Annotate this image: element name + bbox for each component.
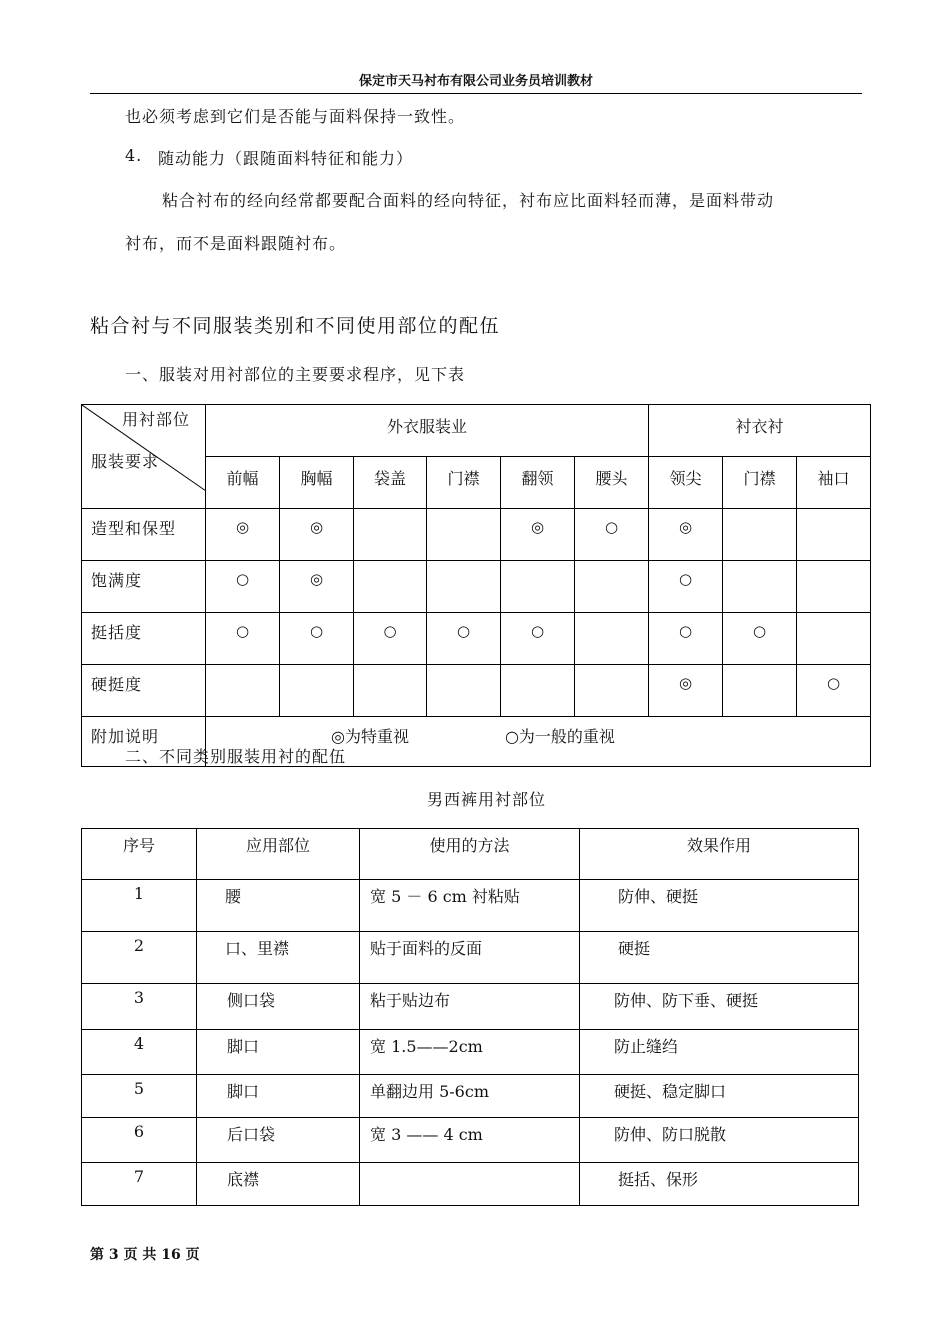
corner-top-label: 用衬部位 — [122, 410, 191, 429]
col-header: 袖口 — [797, 457, 871, 509]
table-row — [82, 984, 859, 1030]
table-row — [82, 665, 871, 717]
col-header: 腰头 — [575, 457, 649, 509]
row-label: 挺括度 — [82, 613, 206, 665]
table-row — [82, 932, 859, 984]
subsection-1-title: 一、服装对用衬部位的主要要求程序，见下表 — [125, 365, 466, 384]
rating-cell: ○ — [280, 613, 354, 665]
rating-cell — [354, 509, 427, 561]
row-method: 宽 5 － 6 cm 衬粘贴 — [360, 880, 580, 932]
row-method: 宽 1.5——2cm — [360, 1030, 580, 1075]
row-method: 宽 3 —— 4 cm — [360, 1118, 580, 1163]
col-header: 门襟 — [723, 457, 797, 509]
header-cell: 应用部位 — [197, 829, 360, 880]
row-method: 粘于贴边布 — [360, 984, 580, 1030]
item-4-text: 随动能力（跟随面料特征和能力） — [158, 149, 414, 168]
col-header: 胸幅 — [280, 457, 354, 509]
rating-cell: ○ — [575, 509, 649, 561]
rating-cell: ◎ — [649, 509, 723, 561]
paragraph-line-1: 粘合衬布的经向经常都要配合面料的经向特征，衬布应比面料轻而薄，是面料带动 — [162, 191, 775, 210]
rating-cell: ○ — [354, 613, 427, 665]
row-method: 贴于面料的反面 — [360, 932, 580, 984]
row-number: 5 — [82, 1075, 197, 1118]
row-effect: 硬挺、稳定脚口 — [580, 1075, 859, 1118]
subsection-2-title: 二、不同类别服装用衬的配伍 — [125, 747, 347, 766]
row-number: 7 — [82, 1163, 197, 1206]
table-row — [82, 1030, 859, 1075]
rating-cell: ◎ — [501, 509, 575, 561]
note-general: ○为一般的重视 — [504, 727, 615, 746]
table-row — [82, 1163, 859, 1206]
row-number: 3 — [82, 984, 197, 1030]
col-header: 翻领 — [501, 457, 575, 509]
rating-cell: ◎ — [649, 665, 723, 717]
rating-cell: ○ — [649, 613, 723, 665]
row-number: 4 — [82, 1030, 197, 1075]
section-title: 粘合衬与不同服装类别和不同使用部位的配伍 — [90, 315, 501, 337]
rating-cell: ◎ — [206, 509, 280, 561]
row-part: 脚口 — [197, 1030, 360, 1075]
rating-cell — [723, 561, 797, 613]
rating-cell — [280, 665, 354, 717]
table-row — [82, 613, 871, 665]
requirements-table — [81, 404, 871, 767]
row-number: 6 — [82, 1118, 197, 1163]
row-effect: 挺括、保形 — [580, 1163, 859, 1206]
col-header: 领尖 — [649, 457, 723, 509]
row-effect: 防伸、防口脱散 — [580, 1118, 859, 1163]
rating-cell — [575, 665, 649, 717]
rating-cell — [723, 665, 797, 717]
row-method: 单翻边用 5-6cm — [360, 1075, 580, 1118]
row-effect: 硬挺 — [580, 932, 859, 984]
rating-cell — [797, 613, 871, 665]
row-label: 饱满度 — [82, 561, 206, 613]
rating-cell: ○ — [501, 613, 575, 665]
rating-cell — [797, 561, 871, 613]
intro-line: 也必须考虑到它们是否能与面料保持一致性。 — [125, 107, 466, 126]
rating-cell: ◎ — [280, 509, 354, 561]
row-number: 2 — [82, 932, 197, 984]
rating-cell — [206, 665, 280, 717]
page-footer: 第 3 页 共 16 页 — [90, 1247, 200, 1263]
rating-cell: ○ — [649, 561, 723, 613]
col-header: 袋盖 — [354, 457, 427, 509]
rating-cell — [501, 561, 575, 613]
row-label: 硬挺度 — [82, 665, 206, 717]
rating-cell: ○ — [723, 613, 797, 665]
row-effect: 防止缝绉 — [580, 1030, 859, 1075]
table1-corner-cell — [82, 405, 206, 509]
row-part: 底襟 — [197, 1163, 360, 1206]
col-header: 前幅 — [206, 457, 280, 509]
rating-cell — [427, 561, 501, 613]
rating-cell: ○ — [427, 613, 501, 665]
table2-caption: 男西裤用衬部位 — [427, 790, 547, 809]
table-row — [82, 561, 871, 613]
header-cell: 使用的方法 — [360, 829, 580, 880]
row-part: 后口袋 — [197, 1118, 360, 1163]
row-effect: 防伸、防下垂、硬挺 — [580, 984, 859, 1030]
rating-cell — [427, 509, 501, 561]
item-4-number: 4. — [125, 146, 143, 165]
row-part: 侧口袋 — [197, 984, 360, 1030]
note-label: 附加说明 — [82, 717, 206, 767]
paragraph-line-2: 衬布，而不是面料跟随衬布。 — [125, 234, 347, 253]
group-shirt-header: 衬衣衬 — [649, 405, 871, 457]
table-row — [82, 1075, 859, 1118]
note-special: ◎为特重视 — [331, 727, 409, 746]
rating-cell — [354, 561, 427, 613]
row-number: 1 — [82, 880, 197, 932]
rating-cell — [501, 665, 575, 717]
corner-bottom-label: 服装要求 — [91, 452, 160, 471]
header-cell: 效果作用 — [580, 829, 859, 880]
row-part: 腰 — [197, 880, 360, 932]
rating-cell — [575, 561, 649, 613]
table-row — [82, 1118, 859, 1163]
rating-cell — [797, 509, 871, 561]
rating-cell: ○ — [206, 561, 280, 613]
group-outerwear-header: 外衣服装业 — [206, 405, 649, 457]
table-row — [82, 880, 859, 932]
col-header: 门襟 — [427, 457, 501, 509]
row-part: 口、里襟 — [197, 932, 360, 984]
rating-cell: ○ — [206, 613, 280, 665]
rating-cell — [427, 665, 501, 717]
page-header: 保定市天马衬布有限公司业务员培训教材 — [90, 70, 862, 94]
rating-cell: ◎ — [280, 561, 354, 613]
rating-cell — [723, 509, 797, 561]
table-row — [82, 509, 871, 561]
rating-cell — [575, 613, 649, 665]
row-part: 脚口 — [197, 1075, 360, 1118]
row-method — [360, 1163, 580, 1206]
header-cell: 序号 — [82, 829, 197, 880]
rating-cell: ○ — [797, 665, 871, 717]
trousers-interlining-table — [81, 828, 859, 1206]
row-effect: 防伸、硬挺 — [580, 880, 859, 932]
row-label: 造型和保型 — [82, 509, 206, 561]
rating-cell — [354, 665, 427, 717]
